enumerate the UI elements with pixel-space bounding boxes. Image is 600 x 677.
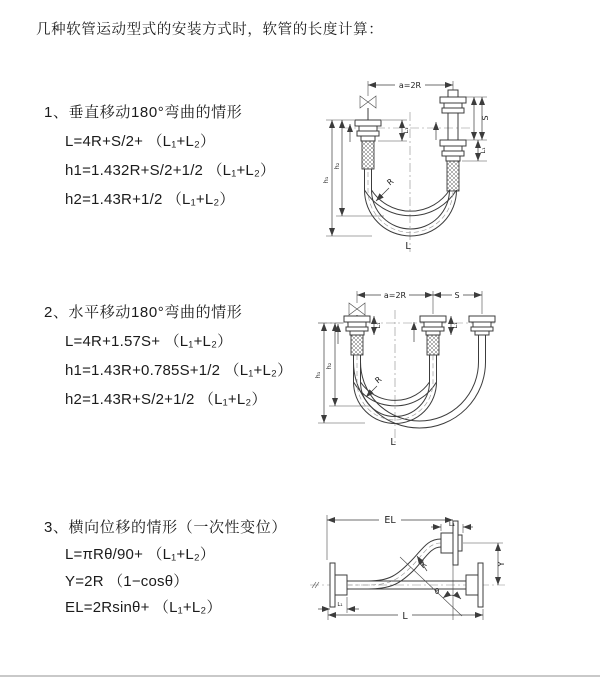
section-horizontal-movement bbox=[44, 301, 344, 414]
dim-a2r bbox=[368, 80, 453, 96]
dim-el bbox=[327, 514, 453, 560]
formula-line: h2=1.43R+S/2+1/2 （L₁+L₂） bbox=[65, 391, 267, 408]
dim-a2r-label: a=2R bbox=[383, 291, 407, 300]
dim-l1-left bbox=[378, 120, 410, 141]
dim-l1-top-label: L₁ bbox=[448, 520, 456, 528]
left-pipe-flange bbox=[350, 120, 381, 169]
hose-u-shapes bbox=[354, 335, 486, 428]
dim-l1-left-label: L₁ bbox=[337, 602, 343, 608]
radius-label: R bbox=[418, 559, 429, 571]
dim-s-label: S bbox=[481, 115, 490, 121]
hose-braid bbox=[427, 335, 439, 355]
dim-a2r-label: a=2R bbox=[398, 81, 422, 90]
section-1-heading: 1、垂直移动180°弯曲的情形 bbox=[44, 104, 243, 121]
dim-l1-mid-label: L₁ bbox=[451, 322, 459, 329]
hose-braid bbox=[362, 141, 374, 169]
dim-s bbox=[466, 97, 490, 140]
hose-u-shape bbox=[365, 169, 457, 236]
centerlines bbox=[318, 310, 495, 444]
valve-icon bbox=[349, 303, 365, 316]
left-pipe-flange bbox=[338, 316, 370, 355]
page-title: 几种软管运动型式的安装方式时，软管的长度计算： bbox=[36, 22, 384, 38]
dim-l1-left bbox=[374, 316, 382, 335]
section-2-heading: 2、水平移动180°弯曲的情形 bbox=[44, 304, 243, 321]
section-lateral-displacement bbox=[44, 516, 344, 622]
formula-line: EL=2Rsinθ+ （L₁+L₂） bbox=[65, 599, 222, 616]
dim-l1-left bbox=[318, 597, 359, 613]
length-label: L bbox=[405, 241, 411, 252]
dim-a2r bbox=[357, 290, 482, 314]
dim-l1-left-label: L₁ bbox=[402, 127, 410, 134]
dim-el-label: EL bbox=[384, 515, 396, 526]
dim-l1-top bbox=[431, 520, 473, 533]
formula-line: h2=1.43R+1/2 （L₁+L₂） bbox=[65, 191, 235, 208]
formula-line: L=4R+1.57S+ （L₁+L₂） bbox=[65, 333, 233, 350]
dim-h2-label: h₂ bbox=[325, 362, 333, 370]
radius-callout bbox=[366, 375, 384, 397]
mid-pipe-flange bbox=[414, 316, 446, 355]
formula-line: h1=1.432R+S/2+1/2 （L₁+L₂） bbox=[65, 162, 276, 179]
radius-label: R bbox=[385, 176, 396, 188]
diagram-lateral-displacement bbox=[300, 502, 600, 650]
section-2-formulas bbox=[44, 327, 344, 414]
dim-y-label: Y bbox=[497, 561, 506, 567]
section-3-formulas bbox=[44, 542, 344, 622]
diagram-vertical-180-bend bbox=[312, 72, 600, 258]
formula-line: h1=1.43R+0.785S+1/2 （L₁+L₂） bbox=[65, 362, 293, 379]
left-flange bbox=[330, 563, 347, 607]
dim-l bbox=[328, 609, 483, 622]
hose-braid bbox=[351, 335, 363, 355]
length-label: L bbox=[402, 611, 408, 622]
formula-line: Y=2R （1−cosθ） bbox=[65, 572, 189, 590]
dim-l1-left-label: L₁ bbox=[374, 322, 382, 329]
dim-h1-label: h₁ bbox=[314, 371, 322, 379]
section-3-heading: 3、横向位移的情形（一次性变位） bbox=[44, 519, 287, 536]
section-1-formulas bbox=[44, 127, 344, 214]
section-vertical-movement bbox=[44, 101, 344, 214]
dim-l1-right-label: L₁ bbox=[479, 147, 487, 154]
dim-l1-mid bbox=[451, 316, 459, 335]
dim-h1-label: h₁ bbox=[322, 176, 330, 184]
radius-label: R bbox=[373, 374, 384, 386]
angle-theta-label: θ bbox=[434, 587, 440, 596]
dim-h2-label: h₂ bbox=[333, 162, 341, 170]
formula-line: L=πRθ/90+ （L₁+L₂） bbox=[65, 546, 216, 563]
curved-hose-position bbox=[347, 521, 462, 589]
right-pipe-flanges bbox=[436, 90, 466, 191]
valve-icon bbox=[360, 96, 376, 120]
dim-s-label: S bbox=[454, 291, 460, 300]
hose-braid bbox=[447, 161, 459, 191]
formula-line: L=4R+S/2+ （L₁+L₂） bbox=[65, 133, 216, 150]
right-pipe-flange bbox=[469, 316, 495, 335]
radius-callout bbox=[376, 177, 396, 201]
diagram-horizontal-180-bend bbox=[310, 282, 600, 462]
radius-callout bbox=[417, 556, 429, 571]
length-label: L bbox=[390, 437, 396, 448]
